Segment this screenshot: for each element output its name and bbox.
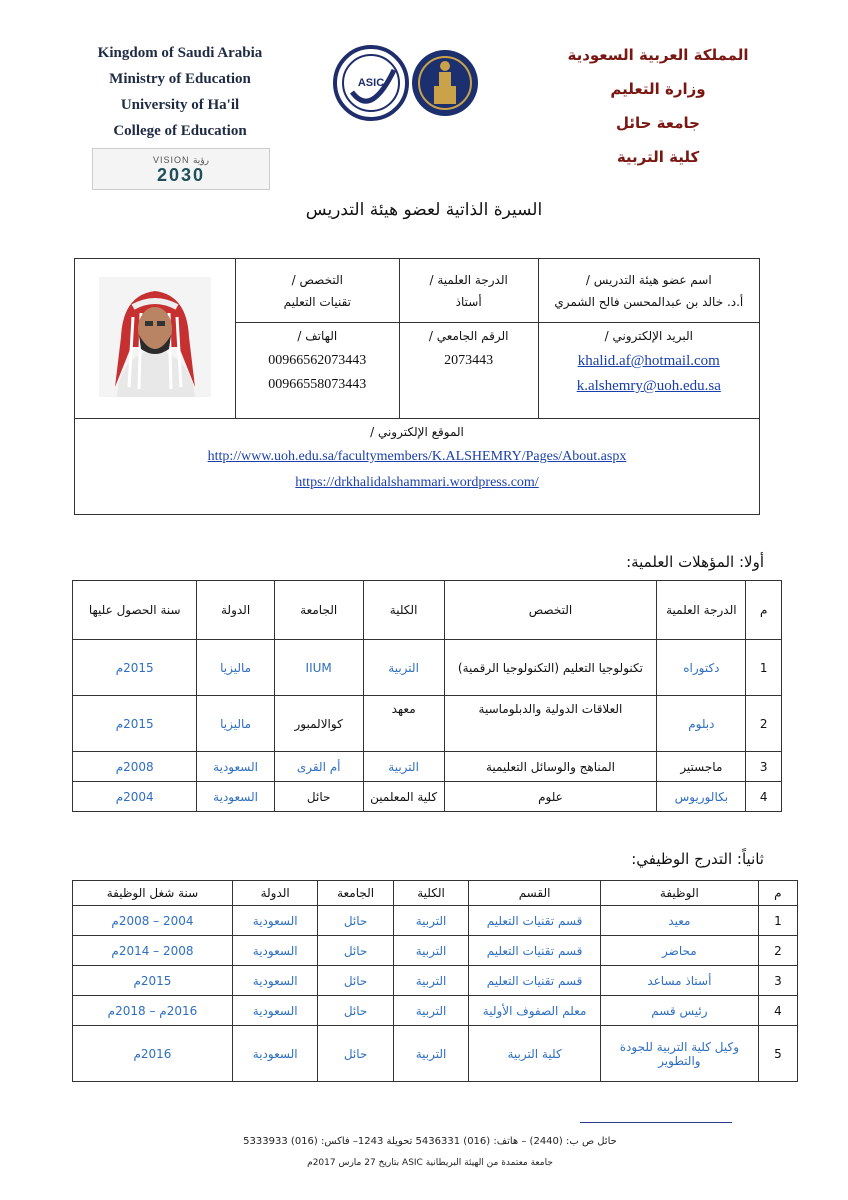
q-cell: 3 <box>746 752 782 782</box>
j-cell: 5 <box>758 1026 797 1082</box>
english-header <box>70 40 290 144</box>
q-cell: ماجستير <box>657 752 746 782</box>
j-cell: حائل <box>318 966 393 996</box>
j-cell: التربية <box>393 906 468 936</box>
table-row <box>73 996 798 1026</box>
name-cell <box>538 259 759 323</box>
j-header-country: الدولة <box>232 881 317 906</box>
j-cell: حائل <box>318 906 393 936</box>
j-cell: التربية <box>393 996 468 1026</box>
photo-cell <box>75 259 236 419</box>
id-label: الرقم الجامعي / <box>428 329 509 343</box>
q-header-country: الدولة <box>197 581 274 640</box>
q-cell: 2 <box>746 696 782 752</box>
website-link-2[interactable]: https://drkhalidalshammari.wordpress.com/ <box>295 475 539 490</box>
q-header-degree: الدرجة العلمية <box>657 581 746 640</box>
id-cell <box>399 323 538 419</box>
footer-accreditation: جامعة معتمدة من الهيئة البريطانية ASIC بتاريخ 27 مارس 2017م <box>307 1158 553 1168</box>
table-row <box>73 906 798 936</box>
q-cell: بكالوريوس <box>657 782 746 812</box>
j-cell: 2015م <box>73 966 233 996</box>
ar-line-4: كلية التربية <box>616 148 700 166</box>
vision-2030-logo: VISION رؤية 2030 <box>92 148 270 190</box>
jobs-heading: ثانياً: التدرج الوظيفي: <box>631 850 764 868</box>
en-line-1: Kingdom of Saudi Arabia <box>97 45 263 61</box>
email-cell <box>538 323 759 419</box>
j-cell: السعودية <box>232 1026 317 1082</box>
j-cell: حائل <box>318 1026 393 1082</box>
q-cell: دكتوراه <box>657 640 746 696</box>
q-cell: معهد <box>363 696 444 752</box>
j-cell: وكيل كلية التربية للجودة والتطوير <box>600 1026 758 1082</box>
q-cell: 4 <box>746 782 782 812</box>
ar-line-2: وزارة التعليم <box>610 80 706 98</box>
j-cell: 2004 – 2008م <box>73 906 233 936</box>
j-cell: محاضر <box>600 936 758 966</box>
j-cell: 2016م – 2018م <box>73 996 233 1026</box>
website-label: الموقع الإلكتروني / <box>370 425 464 439</box>
ar-line-3: جامعة حائل <box>616 114 700 132</box>
j-cell: 4 <box>758 996 797 1026</box>
profile-table <box>74 258 760 515</box>
en-line-2: Ministry of Education <box>109 71 251 87</box>
j-cell: قسم تقنيات التعليم <box>469 936 601 966</box>
page-title: السيرة الذاتية لعضو هيئة التدريس <box>305 200 543 220</box>
footer-divider <box>580 1122 732 1123</box>
jobs-table <box>72 880 798 1082</box>
q-cell: 2004م <box>73 782 197 812</box>
phone-1: 00966562073443 <box>268 353 367 368</box>
name-value: أ.د. خالد بن عبدالمحسن فالح الشمري <box>554 294 744 309</box>
j-header-job: الوظيفة <box>600 881 758 906</box>
j-cell: 2008 – 2014م <box>73 936 233 966</box>
j-header-university: الجامعة <box>318 881 393 906</box>
spec-label: التخصص / <box>291 272 343 287</box>
q-cell: 1 <box>746 640 782 696</box>
j-cell: السعودية <box>232 996 317 1026</box>
j-cell: التربية <box>393 936 468 966</box>
phone-2: 00966558073443 <box>268 377 367 392</box>
id-value: 2073443 <box>444 353 494 368</box>
j-cell: 3 <box>758 966 797 996</box>
table-row <box>73 936 798 966</box>
table-row <box>73 966 798 996</box>
j-cell: 1 <box>758 906 797 936</box>
j-cell: معيد <box>600 906 758 936</box>
q-cell: كلية المعلمين <box>363 782 444 812</box>
j-header-num: م <box>758 881 797 906</box>
name-label: اسم عضو هيئة التدريس / <box>585 272 712 287</box>
j-cell: رئيس قسم <box>600 996 758 1026</box>
profile-photo <box>99 277 211 397</box>
j-cell: التربية <box>393 966 468 996</box>
q-cell: تكنولوجيا التعليم (التكنولوجيا الرقمية) <box>444 640 657 696</box>
q-cell: علوم <box>444 782 657 812</box>
j-cell: معلم الصفوف الأولية <box>469 996 601 1026</box>
table-row <box>73 1026 798 1082</box>
j-cell: 2 <box>758 936 797 966</box>
degree-cell <box>399 259 538 323</box>
email-link-1[interactable]: khalid.af@hotmail.com <box>577 353 720 369</box>
degree-value: أستاذ <box>455 294 482 309</box>
j-header-dept: القسم <box>469 881 601 906</box>
q-cell: حائل <box>274 782 363 812</box>
j-cell: السعودية <box>232 936 317 966</box>
phone-label: الهاتف / <box>297 329 338 343</box>
q-header-spec: التخصص <box>444 581 657 640</box>
q-cell: أم القرى <box>274 752 363 782</box>
q-header-college: الكلية <box>363 581 444 640</box>
spec-value: تقنيات التعليم <box>283 294 351 309</box>
table-row <box>73 782 782 812</box>
q-cell: 2008م <box>73 752 197 782</box>
table-row <box>73 640 782 696</box>
qualifications-table <box>72 580 782 812</box>
j-cell: قسم تقنيات التعليم <box>469 966 601 996</box>
q-cell: المناهج والوسائل التعليمية <box>444 752 657 782</box>
q-cell: دبلوم <box>657 696 746 752</box>
ar-line-1: المملكة العربية السعودية <box>567 46 749 64</box>
j-cell: التربية <box>393 1026 468 1082</box>
j-header-college: الكلية <box>393 881 468 906</box>
j-cell: حائل <box>318 996 393 1026</box>
footer-address: حائل ص ب: (2440) – هاتف: (016) 5436331 تحويلة 1243– فاكس: (016) 5333933 <box>243 1136 617 1147</box>
q-header-university: الجامعة <box>274 581 363 640</box>
q-cell: التربية <box>363 752 444 782</box>
j-cell: أستاذ مساعد <box>600 966 758 996</box>
email-label: البريد الإلكتروني / <box>604 329 693 343</box>
q-cell: 2015م <box>73 640 197 696</box>
j-cell: كلية التربية <box>469 1026 601 1082</box>
table-row <box>73 752 782 782</box>
qualifications-heading: أولا: المؤهلات العلمية: <box>626 553 764 571</box>
website-cell <box>75 419 760 515</box>
q-cell: ماليزيا <box>197 640 274 696</box>
en-line-3: University of Ha'il <box>120 97 240 113</box>
spec-cell <box>235 259 399 323</box>
j-cell: السعودية <box>232 966 317 996</box>
j-cell: السعودية <box>232 906 317 936</box>
en-line-4: College of Education <box>113 123 247 139</box>
j-cell: 2016م <box>73 1026 233 1082</box>
q-header-year: سنة الحصول عليها <box>73 581 197 640</box>
website-link-1[interactable]: http://www.uoh.edu.sa/facultymembers/K.ALSHEMRY/Pages/About.aspx <box>207 449 627 464</box>
q-header-num: م <box>746 581 782 640</box>
q-cell: السعودية <box>197 752 274 782</box>
q-cell: كوالالمبور <box>274 696 363 752</box>
q-cell: التربية <box>363 640 444 696</box>
q-cell: العلاقات الدولية والدبلوماسية <box>444 696 657 752</box>
email-link-2[interactable]: k.alshemry@uoh.edu.sa <box>576 378 721 394</box>
q-cell: ماليزيا <box>197 696 274 752</box>
q-cell: السعودية <box>197 782 274 812</box>
j-cell: قسم تقنيات التعليم <box>469 906 601 936</box>
svg-text:ASIC: ASIC <box>357 77 385 89</box>
university-logo <box>410 38 480 128</box>
q-cell: 2015م <box>73 696 197 752</box>
j-cell: حائل <box>318 936 393 966</box>
asic-logo <box>332 40 410 126</box>
q-cell: IIUM <box>274 640 363 696</box>
phone-cell <box>235 323 399 419</box>
table-row <box>73 696 782 752</box>
degree-label: الدرجة العلمية / <box>429 272 508 287</box>
j-header-year: سنة شغل الوظيفة <box>73 881 233 906</box>
arabic-header <box>558 38 758 174</box>
